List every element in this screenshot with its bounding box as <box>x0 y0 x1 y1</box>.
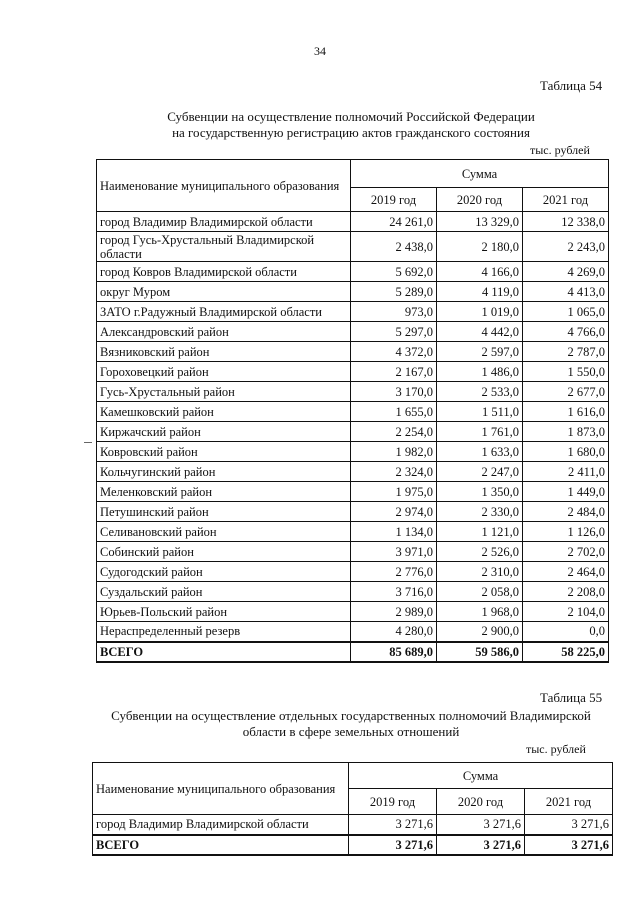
column-header-2021: 2021 год <box>523 188 609 212</box>
cell-2020: 1 019,0 <box>437 302 523 322</box>
cell-2019: 24 261,0 <box>351 212 437 232</box>
cell-2019: 5 692,0 <box>351 262 437 282</box>
cell-2019: 1 655,0 <box>351 402 437 422</box>
column-header-2020: 2020 год <box>437 789 525 815</box>
cell-2019: 2 989,0 <box>351 602 437 622</box>
cell-2020: 2 058,0 <box>437 582 523 602</box>
table-row <box>97 462 609 482</box>
total-row <box>97 642 609 662</box>
cell-2020: 59 586,0 <box>437 642 523 662</box>
cell-name: Камешковский район <box>97 402 351 422</box>
table-row <box>97 502 609 522</box>
cell-name: Ковровский район <box>97 442 351 462</box>
cell-2021: 4 269,0 <box>523 262 609 282</box>
table-54-label: Таблица 54 <box>540 78 603 93</box>
cell-2019: 2 167,0 <box>351 362 437 382</box>
cell-2020: 1 486,0 <box>437 362 523 382</box>
table-row <box>97 402 609 422</box>
cell-2020: 3 271,6 <box>437 835 525 855</box>
table-row <box>97 382 609 402</box>
cell-2020: 1 761,0 <box>437 422 523 442</box>
table-row <box>93 815 613 835</box>
cell-2020: 1 121,0 <box>437 522 523 542</box>
cell-name: Киржачский район <box>97 422 351 442</box>
table-55-unit: тыс. рублей <box>526 742 586 756</box>
cell-2019: 4 280,0 <box>351 622 437 642</box>
cell-2021: 58 225,0 <box>523 642 609 662</box>
table-55 <box>92 762 613 856</box>
cell-2021: 1 449,0 <box>523 482 609 502</box>
cell-2021: 1 550,0 <box>523 362 609 382</box>
column-header-sum: Сумма <box>349 763 613 789</box>
cell-name: Юрьев-Польский район <box>97 602 351 622</box>
table-row <box>97 212 609 232</box>
column-header-sum: Сумма <box>351 160 609 188</box>
cell-2020: 1 511,0 <box>437 402 523 422</box>
cell-name: ВСЕГО <box>97 642 351 662</box>
table-row <box>97 342 609 362</box>
cell-2020: 2 180,0 <box>437 232 523 262</box>
table-row <box>97 542 609 562</box>
table-55-label: Таблица 55 <box>540 690 603 705</box>
cell-name: Гусь-Хрустальный район <box>97 382 351 402</box>
cell-2021: 2 243,0 <box>523 232 609 262</box>
cell-2019: 2 776,0 <box>351 562 437 582</box>
cell-2020: 3 271,6 <box>437 815 525 835</box>
column-header-name: Наименование муниципального образования <box>97 160 351 212</box>
cell-2019: 2 974,0 <box>351 502 437 522</box>
cell-name: Меленковский район <box>97 482 351 502</box>
table-row <box>97 362 609 382</box>
cell-name: Гороховецкий район <box>97 362 351 382</box>
cell-name: Суздальский район <box>97 582 351 602</box>
table-row <box>97 582 609 602</box>
table-54-title <box>96 109 606 141</box>
cell-2021: 1 873,0 <box>523 422 609 442</box>
column-header-name: Наименование муниципального образования <box>93 763 349 815</box>
cell-2019: 5 289,0 <box>351 282 437 302</box>
table-54-unit: тыс. рублей <box>530 143 590 157</box>
cell-2020: 2 900,0 <box>437 622 523 642</box>
table-row <box>97 602 609 622</box>
cell-2020: 2 597,0 <box>437 342 523 362</box>
cell-2021: 2 464,0 <box>523 562 609 582</box>
table-54-title-line2: на государственную регистрацию актов гражданского состояния <box>172 125 530 140</box>
cell-name: округ Муром <box>97 282 351 302</box>
table-row <box>97 422 609 442</box>
cell-2020: 1 968,0 <box>437 602 523 622</box>
table-54-title-line1: Субвенции на осуществление полномочий Российской Федерации <box>167 109 535 124</box>
cell-2019: 4 372,0 <box>351 342 437 362</box>
table-row <box>97 322 609 342</box>
cell-2021: 0,0 <box>523 622 609 642</box>
cell-2019: 5 297,0 <box>351 322 437 342</box>
cell-2021: 2 702,0 <box>523 542 609 562</box>
cell-name: Собинский район <box>97 542 351 562</box>
cell-name: Вязниковский район <box>97 342 351 362</box>
cell-name: Петушинский район <box>97 502 351 522</box>
table-row <box>97 442 609 462</box>
cell-2019: 2 254,0 <box>351 422 437 442</box>
cell-name: город Ковров Владимирской области <box>97 262 351 282</box>
table-row <box>97 262 609 282</box>
column-header-2019: 2019 год <box>351 188 437 212</box>
cell-name: ЗАТО г.Радужный Владимирской области <box>97 302 351 322</box>
cell-2020: 2 533,0 <box>437 382 523 402</box>
cell-2021: 1 126,0 <box>523 522 609 542</box>
column-header-2021: 2021 год <box>525 789 613 815</box>
cell-2020: 13 329,0 <box>437 212 523 232</box>
cell-2021: 4 766,0 <box>523 322 609 342</box>
cell-2020: 4 442,0 <box>437 322 523 342</box>
cell-name: город Гусь-Хрустальный Владимирской области <box>97 232 351 262</box>
cell-2019: 3 971,0 <box>351 542 437 562</box>
cell-name: город Владимир Владимирской области <box>93 815 349 835</box>
cell-2019: 973,0 <box>351 302 437 322</box>
cell-2020: 1 633,0 <box>437 442 523 462</box>
cell-2020: 4 166,0 <box>437 262 523 282</box>
cell-name: город Владимир Владимирской области <box>97 212 351 232</box>
cell-2021: 3 271,6 <box>525 815 613 835</box>
cell-2020: 2 330,0 <box>437 502 523 522</box>
cell-2021: 3 271,6 <box>525 835 613 855</box>
cell-name: Кольчугинский район <box>97 462 351 482</box>
column-header-2020: 2020 год <box>437 188 523 212</box>
cell-name: Судогодский район <box>97 562 351 582</box>
cell-2019: 3 271,6 <box>349 835 437 855</box>
cell-2021: 1 065,0 <box>523 302 609 322</box>
cell-2019: 1 982,0 <box>351 442 437 462</box>
cell-2019: 85 689,0 <box>351 642 437 662</box>
cell-2019: 2 324,0 <box>351 462 437 482</box>
cell-2019: 2 438,0 <box>351 232 437 262</box>
margin-mark <box>84 442 92 443</box>
cell-2021: 2 484,0 <box>523 502 609 522</box>
table-55-title-line1: Субвенции на осуществление отдельных государственных полномочий Владимирской <box>111 708 591 723</box>
cell-2021: 4 413,0 <box>523 282 609 302</box>
table-row <box>97 622 609 642</box>
table-row <box>97 232 609 262</box>
cell-2020: 1 350,0 <box>437 482 523 502</box>
table-54 <box>96 159 609 663</box>
cell-2021: 2 787,0 <box>523 342 609 362</box>
cell-2021: 1 680,0 <box>523 442 609 462</box>
table-row <box>97 482 609 502</box>
cell-name: Александровский район <box>97 322 351 342</box>
cell-2019: 1 134,0 <box>351 522 437 542</box>
cell-2019: 3 716,0 <box>351 582 437 602</box>
cell-2021: 2 411,0 <box>523 462 609 482</box>
cell-2020: 2 310,0 <box>437 562 523 582</box>
cell-2020: 2 526,0 <box>437 542 523 562</box>
cell-2021: 1 616,0 <box>523 402 609 422</box>
cell-2021: 2 677,0 <box>523 382 609 402</box>
column-header-2019: 2019 год <box>349 789 437 815</box>
table-55-title-line2: области в сфере земельных отношений <box>242 724 460 739</box>
page-number: 34 <box>314 44 326 58</box>
cell-name: Селивановский район <box>97 522 351 542</box>
cell-2019: 3 170,0 <box>351 382 437 402</box>
cell-name: Нераспределенный резерв <box>97 622 351 642</box>
cell-name: ВСЕГО <box>93 835 349 855</box>
cell-2019: 1 975,0 <box>351 482 437 502</box>
table-55-title <box>88 708 614 740</box>
table-row <box>97 562 609 582</box>
table-row <box>97 302 609 322</box>
total-row <box>93 835 613 855</box>
cell-2021: 2 104,0 <box>523 602 609 622</box>
cell-2020: 4 119,0 <box>437 282 523 302</box>
cell-2019: 3 271,6 <box>349 815 437 835</box>
table-row <box>97 522 609 542</box>
table-row <box>97 282 609 302</box>
cell-2020: 2 247,0 <box>437 462 523 482</box>
cell-2021: 12 338,0 <box>523 212 609 232</box>
cell-2021: 2 208,0 <box>523 582 609 602</box>
